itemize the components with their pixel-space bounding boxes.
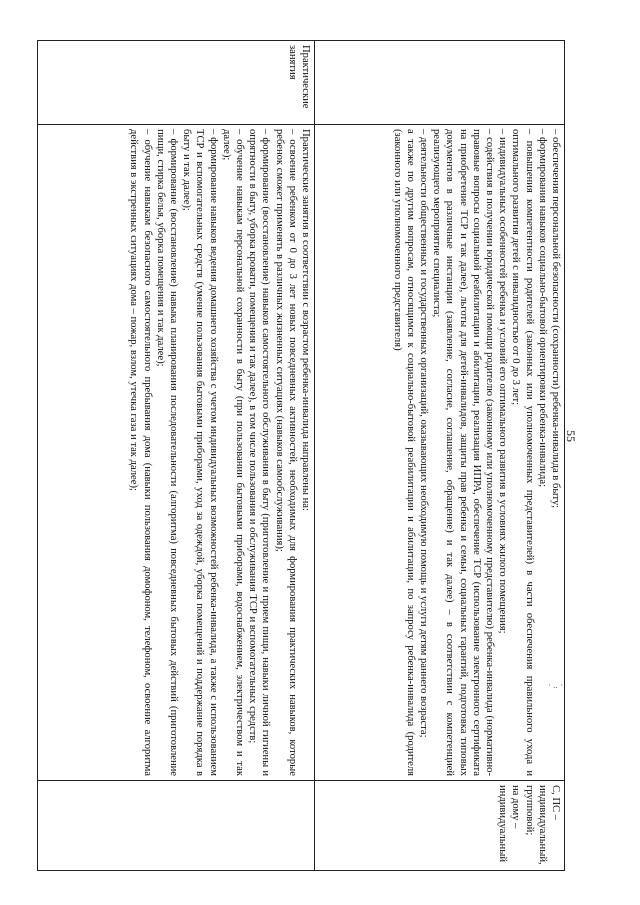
form-line: групповой; bbox=[523, 785, 535, 836]
content-item: – формирование (восстановление) навыков самостоятельного обслуживания в быту (приготовление и прием пищи, навыки личной гигиены и опрятности в быту, уборка кровати, помещения и так далее), в том числе пользования и обслуживания ТСР и вспомогательных средств; bbox=[247, 129, 272, 776]
activity-name-line: Практические bbox=[300, 45, 311, 109]
content-item: – индивидуальных особенностей ребенка и условий его оптимального развития в условиях жилого помещения; bbox=[497, 129, 509, 634]
content-item: – обучение навыкам персональной сохранности в быту (при пользовании бытовыми приборами, водоснабжением, электричеством и так далее); bbox=[220, 129, 245, 776]
activity-name-line: занятия bbox=[286, 45, 298, 80]
activity-name-cell bbox=[38, 41, 315, 125]
scan-marks: · .. · bbox=[548, 680, 563, 690]
content-item: – содействия в получении юридической помощи родителю (законному или уполномоченному представителю) ребенка-инвалида (нормативно-правовые вопросы социальной реабилитации и абилитации, реализация ИПРА, обеспечение ТСР (использование электронного сертификата на приобретение ТСР и так далее), льготы для детей-инвалидов, защиты прав ребенка и семьи, социальных гарантий, подготовка типовых документов в различные инстанции (заявление, согласие, соглашение, обращение) и так далее) – в соответствии с компетенцией реализующего мероприятие специалиста; bbox=[431, 129, 495, 776]
activities-table bbox=[37, 40, 565, 871]
content-item: Практические занятия в соответствии с возрастом ребенка-инвалида направлены на: bbox=[300, 129, 311, 511]
form-line: С, ПС – bbox=[550, 785, 561, 821]
form-line: на дому – bbox=[510, 785, 522, 829]
content-item: – обучение навыкам безопасного самостоятельного пребывания дома (навыки пользования домофоном, телефоном, освоение алгоритма действия в экстренных ситуациях дома – пожар, взлом, утечка газа и так далее); bbox=[128, 129, 153, 776]
page-number: 55 bbox=[564, 430, 578, 442]
activity-content-cell bbox=[38, 125, 315, 781]
content-item: – формирование (восстановление) навыка планирования последовательности (алгоритма) повседневных бытовых действий (приготовление пищи, стирка белья, уборка помещения и так далее); bbox=[154, 129, 179, 776]
activity-content-cell bbox=[315, 125, 565, 781]
content-item: – формирование навыков ведения домашнего хозяйства с учетом индивидуальных возможностей ребенка-инвалида, а также с использованием ТСР и вспомогательных средств (умение пользования бытовыми приборами, уход за одеждой, уборка помещений и поддержание порядка в быту и так далее); bbox=[181, 129, 219, 776]
form-line: индивидуальный bbox=[497, 785, 509, 862]
content-item: а также по другим вопросам, относящимся к социально-бытовой реабилитации и абилитации, по запросу ребенка-инвалида (родителя (законного или уполномоченного представителя) bbox=[391, 129, 416, 776]
form-cell bbox=[315, 781, 565, 871]
content-item: – деятельности общественных и государственных организаций, оказывающих необходимую помощь и услуги детям раннего возраста; bbox=[417, 129, 429, 738]
form-line: индивидуальный, bbox=[536, 785, 548, 865]
content-item: – повышения компетентности родителей (законных или уполномоченных представителей) в части обеспечения правильного ухода и оптимального развития детей с инвалидностью от 0 до 3 лет; bbox=[510, 129, 535, 776]
activity-name-cell bbox=[315, 41, 565, 125]
table-row bbox=[315, 41, 565, 871]
content-item: – формирования навыков социально-бытовой ориентировки ребенка-инвалида; bbox=[536, 129, 548, 488]
content-item: – обеспечения персональной безопасности (сохранности) ребенка-инвалида в быту; bbox=[550, 129, 561, 509]
form-cell bbox=[38, 781, 315, 871]
content-item: – освоение ребенком от 0 до 3 лет новых повседневных активностей, необходимых для формирования практических навыков, которые ребенок сможет применять в различных жизненных ситуациях (навыков самообслуживания); bbox=[273, 129, 298, 776]
table-row bbox=[38, 41, 315, 871]
